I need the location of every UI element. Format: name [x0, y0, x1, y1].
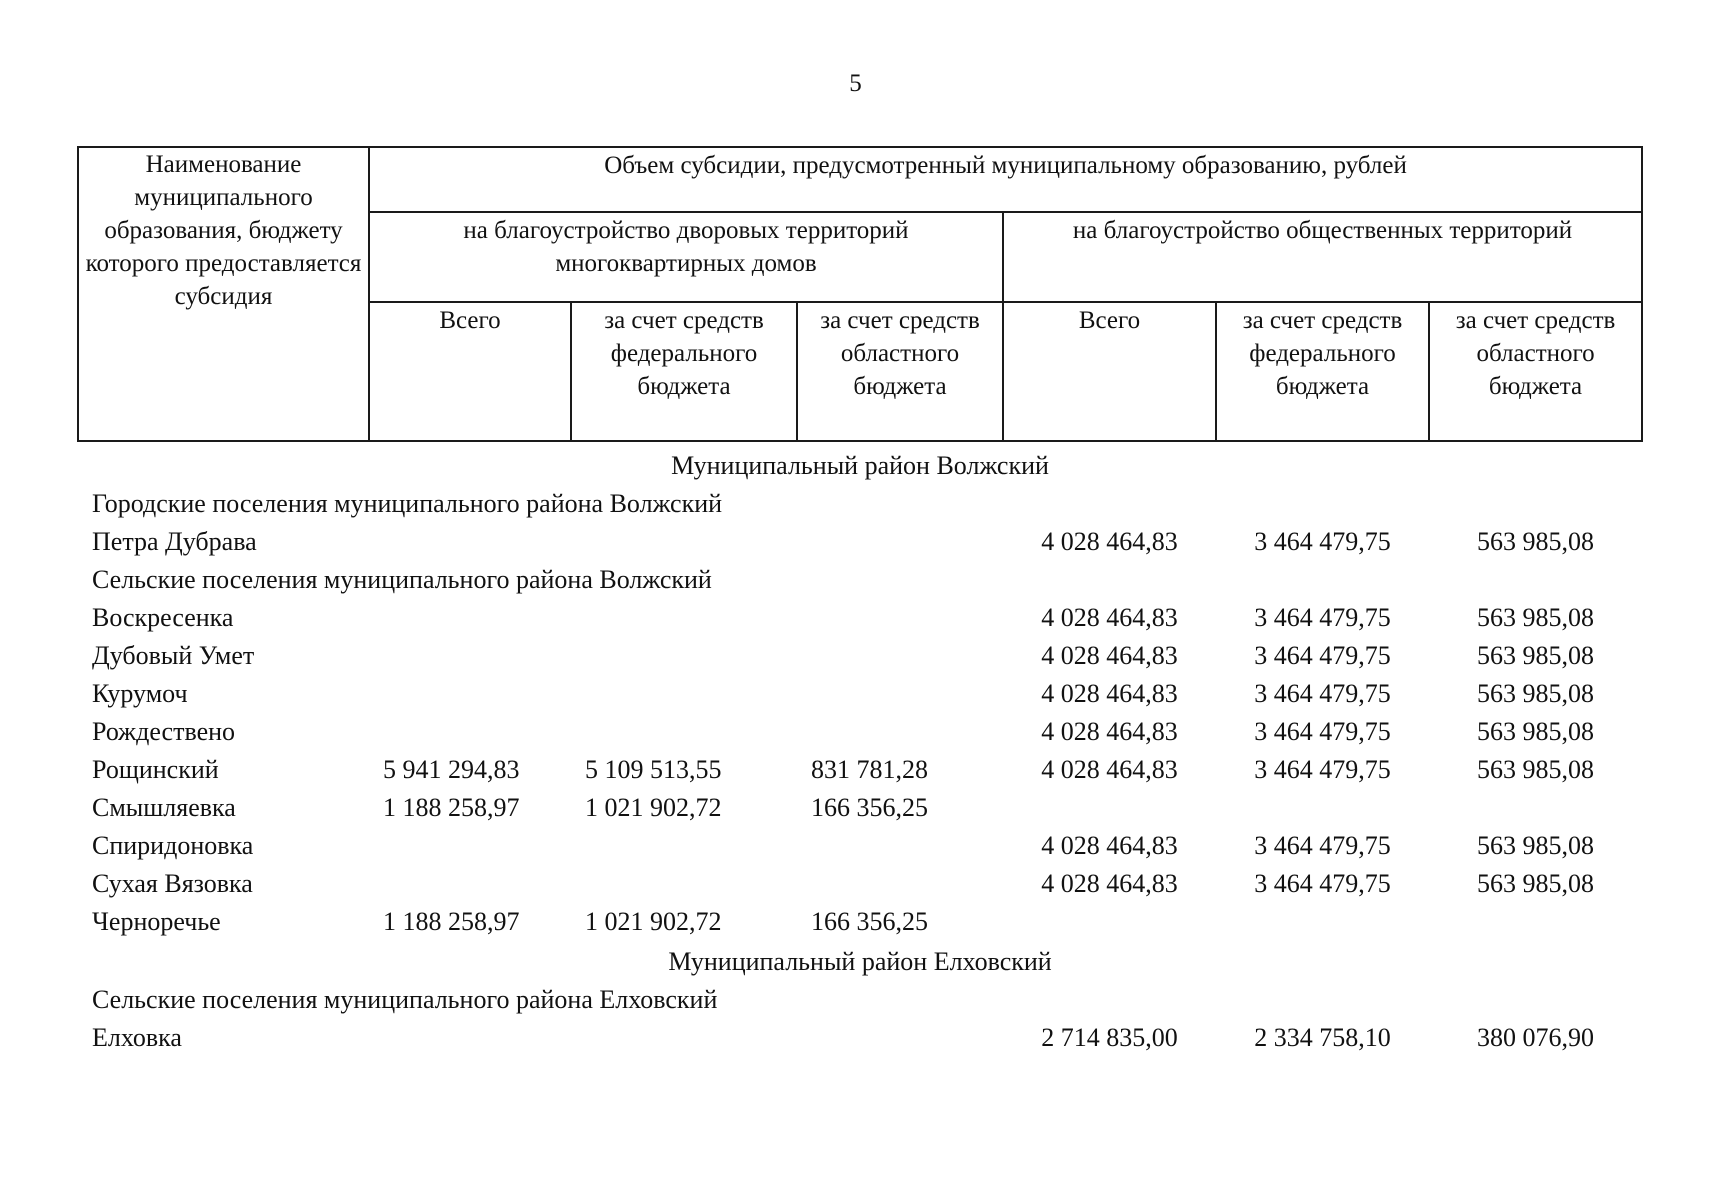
table-row — [78, 862, 1642, 900]
public-regional-value: 563 985,08 — [1477, 831, 1595, 860]
municipality-name: Дубовый Умет — [92, 641, 255, 670]
yard-federal-value — [571, 824, 797, 862]
yard-total-value: 5 941 294,83 — [383, 755, 520, 784]
yard-federal-value — [571, 862, 797, 900]
yard-regional-value — [797, 634, 1003, 672]
header-yard-regional: за счет средств областного бюджета — [797, 302, 1003, 441]
yard-federal-value — [571, 710, 797, 748]
table-row — [78, 1016, 1642, 1054]
settlement-group-heading: Сельские поселения муниципального района Елховский — [92, 985, 718, 1014]
yard-total-value — [369, 596, 571, 634]
table-row — [78, 672, 1642, 710]
public-federal-value: 3 464 479,75 — [1254, 641, 1391, 670]
header-subsidy-volume: Объем субсидии, предусмотренный муниципальному образованию, рублей — [369, 147, 1642, 212]
public-federal-value: 3 464 479,75 — [1254, 755, 1391, 784]
yard-total-value — [369, 824, 571, 862]
municipality-name: Сухая Вязовка — [92, 869, 253, 898]
yard-regional-value — [797, 824, 1003, 862]
public-regional-value: 563 985,08 — [1477, 869, 1595, 898]
yard-regional-value: 166 356,25 — [811, 907, 928, 936]
yard-total-value — [369, 1016, 571, 1054]
public-federal-value: 3 464 479,75 — [1254, 679, 1391, 708]
public-regional-value: 563 985,08 — [1477, 527, 1595, 556]
header-public-total: Всего — [1003, 302, 1216, 441]
district-heading: Муниципальный район Волжский — [671, 451, 1049, 480]
public-regional-value — [1429, 900, 1642, 938]
public-federal-value: 2 334 758,10 — [1254, 1023, 1391, 1052]
header-yard-territories: на благоустройство дворовых территорий многоквартирных домов — [369, 212, 1003, 302]
municipality-name: Рождествено — [92, 717, 236, 746]
public-total-value: 4 028 464,83 — [1041, 755, 1178, 784]
table-body — [78, 441, 1642, 1054]
municipality-name: Елховка — [92, 1023, 182, 1052]
public-total-value — [1003, 786, 1216, 824]
yard-federal-value: 1 021 902,72 — [585, 907, 722, 936]
municipality-name: Петра Дубрава — [92, 527, 257, 556]
public-total-value: 4 028 464,83 — [1041, 831, 1178, 860]
header-yard-federal: за счет средств федерального бюджета — [571, 302, 797, 441]
public-federal-value: 3 464 479,75 — [1254, 603, 1391, 632]
district-heading-row — [78, 441, 1642, 482]
table-row — [78, 634, 1642, 672]
yard-federal-value — [571, 596, 797, 634]
district-heading-row — [78, 938, 1642, 978]
public-total-value: 2 714 835,00 — [1041, 1023, 1178, 1052]
municipality-name: Воскресенка — [92, 603, 234, 632]
yard-regional-value: 831 781,28 — [811, 755, 928, 784]
municipality-name: Курумоч — [92, 679, 188, 708]
public-federal-value — [1216, 786, 1429, 824]
header-public-regional: за счет средств областного бюджета — [1429, 302, 1642, 441]
public-regional-value: 563 985,08 — [1477, 679, 1595, 708]
yard-total-value: 1 188 258,97 — [383, 907, 520, 936]
yard-federal-value: 5 109 513,55 — [585, 755, 722, 784]
table-row — [78, 786, 1642, 824]
public-total-value: 4 028 464,83 — [1041, 717, 1178, 746]
yard-total-value — [369, 634, 571, 672]
public-federal-value: 3 464 479,75 — [1254, 831, 1391, 860]
yard-federal-value — [571, 1016, 797, 1054]
yard-regional-value — [797, 710, 1003, 748]
yard-regional-value — [797, 672, 1003, 710]
table-row — [78, 520, 1642, 558]
yard-federal-value — [571, 672, 797, 710]
yard-regional-value — [797, 862, 1003, 900]
public-regional-value: 380 076,90 — [1477, 1023, 1595, 1052]
table-row — [78, 824, 1642, 862]
public-regional-value — [1429, 786, 1642, 824]
settlement-group-heading-row — [78, 558, 1642, 596]
header-municipality-name: Наименование муниципального образования, бюджету которого предоставляется субсидия — [78, 147, 369, 441]
table-row — [78, 596, 1642, 634]
yard-total-value — [369, 520, 571, 558]
public-total-value: 4 028 464,83 — [1041, 527, 1178, 556]
yard-regional-value — [797, 520, 1003, 558]
yard-federal-value — [571, 520, 797, 558]
public-regional-value: 563 985,08 — [1477, 717, 1595, 746]
municipality-name: Черноречье — [92, 907, 221, 936]
settlement-group-heading-row — [78, 978, 1642, 1016]
public-federal-value: 3 464 479,75 — [1254, 717, 1391, 746]
municipality-name: Смышляевка — [92, 793, 236, 822]
public-regional-value: 563 985,08 — [1477, 603, 1595, 632]
settlement-group-heading: Городские поселения муниципального района Волжский — [92, 489, 723, 518]
yard-federal-value: 1 021 902,72 — [585, 793, 722, 822]
header-public-federal: за счет средств федерального бюджета — [1216, 302, 1429, 441]
header-yard-total: Всего — [369, 302, 571, 441]
public-total-value: 4 028 464,83 — [1041, 869, 1178, 898]
municipality-name: Спиридоновка — [92, 831, 254, 860]
settlement-group-heading: Сельские поселения муниципального района Волжский — [92, 565, 712, 594]
public-total-value: 4 028 464,83 — [1041, 679, 1178, 708]
district-heading: Муниципальный район Елховский — [668, 947, 1052, 976]
header-row-1 — [78, 147, 1642, 212]
yard-total-value — [369, 862, 571, 900]
table-header — [78, 147, 1642, 441]
public-total-value: 4 028 464,83 — [1041, 641, 1178, 670]
public-total-value: 4 028 464,83 — [1041, 603, 1178, 632]
yard-total-value — [369, 672, 571, 710]
yard-regional-value: 166 356,25 — [811, 793, 928, 822]
public-federal-value: 3 464 479,75 — [1254, 527, 1391, 556]
table-row — [78, 748, 1642, 786]
yard-regional-value — [797, 1016, 1003, 1054]
table-row — [78, 900, 1642, 938]
yard-total-value — [369, 710, 571, 748]
yard-total-value: 1 188 258,97 — [383, 793, 520, 822]
yard-regional-value — [797, 596, 1003, 634]
page-number: 5 — [849, 70, 862, 97]
table-row — [78, 710, 1642, 748]
subsidy-table — [77, 146, 1643, 1054]
settlement-group-heading-row — [78, 482, 1642, 520]
yard-federal-value — [571, 634, 797, 672]
public-federal-value — [1216, 900, 1429, 938]
public-total-value — [1003, 900, 1216, 938]
header-public-territories: на благоустройство общественных территорий — [1003, 212, 1642, 302]
public-regional-value: 563 985,08 — [1477, 641, 1595, 670]
public-federal-value: 3 464 479,75 — [1254, 869, 1391, 898]
municipality-name: Рощинский — [92, 755, 219, 784]
public-regional-value: 563 985,08 — [1477, 755, 1595, 784]
